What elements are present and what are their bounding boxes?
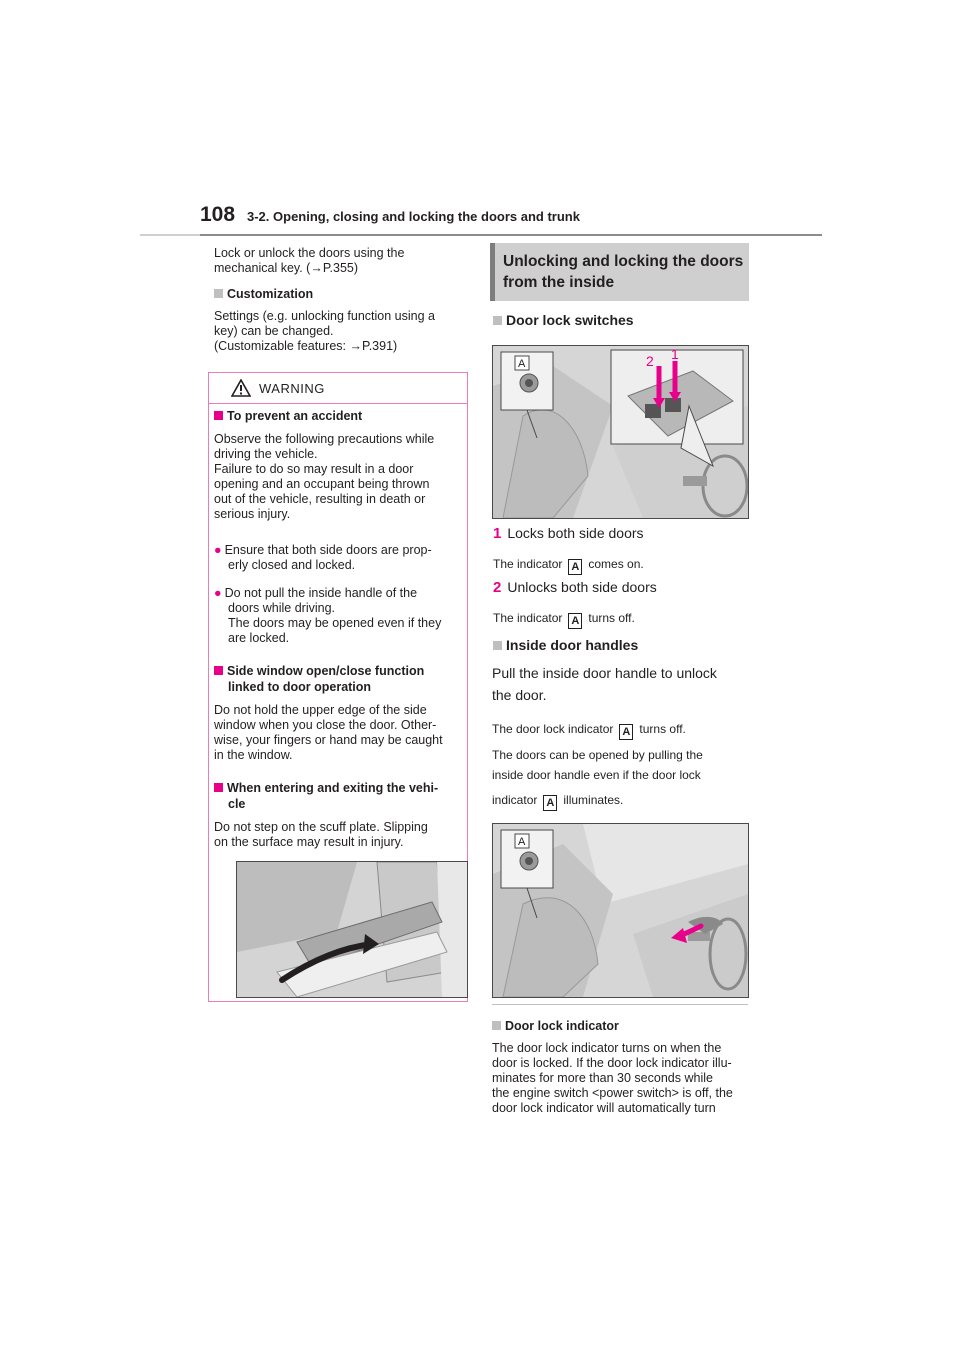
handles-note-1-suffix: turns off. (639, 722, 686, 736)
indicator-a-box: A (568, 613, 582, 629)
inside-door-handle-illustration (492, 823, 749, 998)
inside-door-handles-heading (493, 637, 638, 653)
divider (492, 1004, 748, 1005)
customization-title: Customization (227, 287, 314, 301)
warning-bullet-1-line-2: erly closed and locked. (228, 558, 356, 572)
section-heading-box (490, 243, 749, 301)
indicator-a-box: A (543, 795, 557, 811)
intro-line-2: mechanical key. (→P.355) (214, 261, 359, 275)
square-bullet-icon (493, 316, 502, 325)
handles-note-2-line-3 (492, 793, 623, 811)
warning-label: WARNING (259, 381, 325, 396)
scuff-plate-drawing (237, 862, 467, 997)
warning-sec2-line-2: window when you close the door. Other- (214, 718, 437, 732)
section-heading-line-2: from the inside (503, 274, 615, 291)
indicator-line-5: door lock indicator will automatically turn (492, 1101, 716, 1115)
square-bullet-icon (214, 666, 223, 675)
dot-bullet-icon: ● (214, 586, 222, 600)
warning-sec2-line-4: in the window. (214, 748, 293, 762)
warning-sec2-heading (214, 664, 424, 679)
step-2-number: 2 (493, 579, 502, 596)
customization-line-1: Settings (e.g. unlocking function using a (214, 309, 435, 323)
warning-sec1-line-3: Failure to do so may result in a door (214, 462, 414, 476)
step-2 (493, 579, 657, 596)
step-2-text: Unlocks both side doors (507, 579, 657, 595)
indicator-a-box: A (619, 724, 633, 740)
intro-line-1: Lock or unlock the doors using the (214, 246, 405, 260)
handles-line-1: Pull the inside door handle to unlock (492, 665, 717, 681)
door-lock-switch-drawing (493, 346, 748, 518)
warning-sec3-line-1: Do not step on the scuff plate. Slipping (214, 820, 428, 834)
handles-note-2-line-1: The doors can be opened by pulling the (492, 748, 703, 762)
door-lock-indicator-title: Door lock indicator (505, 1019, 619, 1033)
warning-sec1-line-4: opening and an occupant being thrown (214, 477, 430, 491)
warning-sec3-heading (214, 781, 438, 796)
warning-sec3-line-2: on the surface may result in injury. (214, 835, 404, 849)
step-1-note-suffix: comes on. (588, 557, 644, 571)
inside-door-handle-drawing (493, 824, 748, 997)
warning-sec1-heading (214, 409, 362, 424)
step-1-number: 1 (493, 525, 502, 542)
handles-note-2-suffix: illuminates. (563, 793, 624, 807)
square-bullet-icon (214, 411, 223, 420)
warning-sec2-line-1: Do not hold the upper edge of the side (214, 703, 427, 717)
warning-bullet-2-text: Do not pull the inside handle of the (224, 586, 418, 600)
step-1-note-prefix: The indicator (493, 557, 563, 571)
square-bullet-icon (214, 289, 223, 298)
door-lock-switches-heading (493, 312, 634, 328)
indicator-line-4: the engine switch <power switch> is off, the (492, 1086, 733, 1100)
door-lock-switches-title: Door lock switches (506, 312, 634, 328)
section-heading (503, 251, 747, 293)
inside-door-handles-title: Inside door handles (506, 637, 639, 653)
fig1-inset-label: A (518, 358, 526, 370)
step-2-note-prefix: The indicator (493, 611, 563, 625)
scuff-plate-illustration (236, 861, 468, 998)
square-bullet-icon (214, 783, 223, 792)
warning-sec1-line-6: serious injury. (214, 507, 291, 521)
warning-sec2-title-line-2: linked to door operation (228, 680, 372, 694)
header-rule-left (140, 234, 200, 236)
handles-note-1 (492, 722, 686, 740)
square-bullet-icon (492, 1021, 501, 1030)
handles-note-2-prefix: indicator (492, 793, 538, 807)
step-1-note (493, 557, 644, 575)
warning-sec2-title: Side window open/close function (227, 664, 425, 678)
fig1-callout-2: 2 (646, 353, 654, 369)
square-bullet-icon (493, 641, 502, 650)
indicator-a-box: A (568, 559, 582, 575)
warning-bullet-2-line-2: doors while driving. (228, 601, 335, 615)
dot-bullet-icon: ● (214, 543, 222, 557)
handles-line-2: the door. (492, 687, 547, 703)
step-1 (493, 525, 644, 542)
door-lock-switch-illustration (492, 345, 749, 519)
indicator-line-2: door is locked. If the door lock indicator illu- (492, 1056, 732, 1070)
heading-bar (490, 243, 495, 301)
fig1-callout-1: 1 (671, 346, 679, 362)
warning-sec3-title-line-2: cle (228, 797, 246, 811)
header-rule (200, 234, 822, 236)
customization-line-2: key) can be changed. (214, 324, 334, 338)
warning-header (209, 373, 467, 404)
door-lock-indicator-heading (492, 1019, 619, 1034)
warning-sec1-title: To prevent an accident (227, 409, 363, 423)
step-2-note-suffix: turns off. (588, 611, 635, 625)
section-heading-line-1: Unlocking and locking the doors (503, 253, 744, 270)
step-1-text: Locks both side doors (507, 525, 644, 541)
warning-sec1-line-5: out of the vehicle, resulting in death or (214, 492, 426, 506)
customization-heading (214, 287, 313, 302)
warning-sec1-line-1: Observe the following precautions while (214, 432, 435, 446)
step-2-note (493, 611, 635, 629)
warning-bullet-1-text: Ensure that both side doors are prop- (224, 543, 432, 557)
handles-note-1-prefix: The door lock indicator (492, 722, 614, 736)
warning-sec1-line-2: driving the vehicle. (214, 447, 318, 461)
section-title: 3-2. Opening, closing and locking the doors and trunk (247, 209, 580, 224)
warning-bullet-2-line-4: are locked. (228, 631, 290, 645)
indicator-line-3: minates for more than 30 seconds while (492, 1071, 713, 1085)
customization-line-3: (Customizable features: →P.391) (214, 339, 398, 353)
fig2-inset-label: A (518, 836, 526, 848)
warning-sec2-line-3: wise, your fingers or hand may be caught (214, 733, 443, 747)
handles-note-2-line-2: inside door handle even if the door lock (492, 768, 701, 782)
warning-bullet-2-line-3: The doors may be opened even if they (228, 616, 442, 630)
indicator-line-1: The door lock indicator turns on when the (492, 1041, 722, 1055)
warning-bullet-2-line-1 (214, 586, 417, 601)
page-number: 108 (200, 203, 236, 226)
warning-sec3-title: When entering and exiting the vehi- (227, 781, 439, 795)
warning-triangle-icon (231, 379, 251, 397)
warning-bullet-1-line-1 (214, 543, 432, 558)
